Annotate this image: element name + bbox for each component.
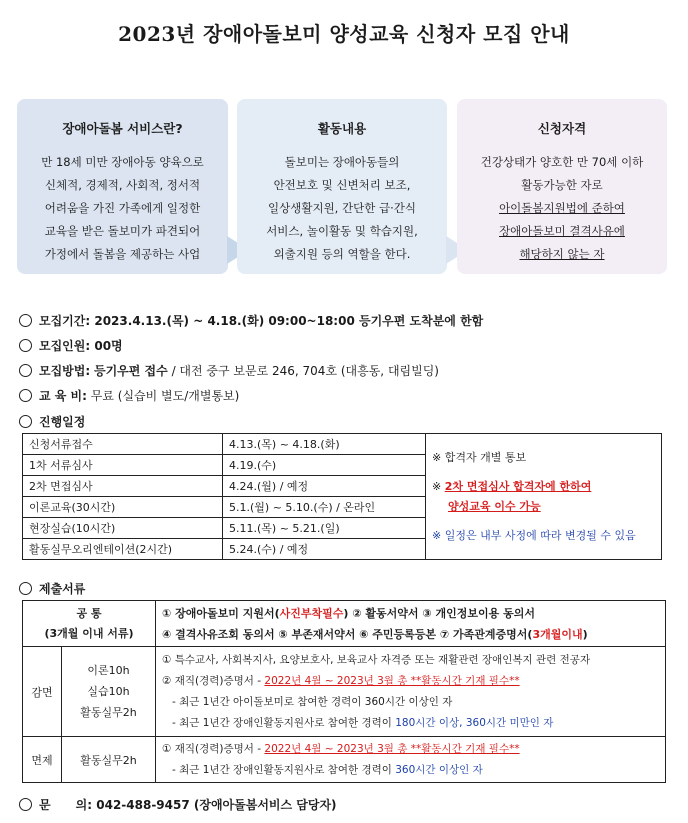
schedule-date: 5.24.(수) / 예정 <box>223 539 426 560</box>
schedule-name: 활동실무오리엔테이션(2시간) <box>23 539 223 560</box>
box-body <box>23 151 222 266</box>
schedule-name: 2차 면접심사 <box>23 476 223 497</box>
box-body <box>463 151 661 266</box>
doc-highlight: 180시간 이상, 360시간 미만인 자 <box>395 716 554 729</box>
reduce-hours: 실습10h <box>87 685 130 698</box>
box-line: 해당하지 않는 자 <box>519 247 605 261</box>
reduce-label: 감면 <box>23 647 62 737</box>
doc-line: - 최근 1년간 아이돌보미로 참여한 경력이 360시간 이상인 자 <box>172 695 453 708</box>
reduce-hours: 이론10h <box>87 664 130 677</box>
info-box-qualification <box>457 99 667 274</box>
circle-bullet-icon <box>19 389 32 402</box>
contact-row <box>19 796 337 813</box>
schedule-date: 4.13.(목) ~ 4.18.(화) <box>223 434 426 455</box>
circle-bullet-icon <box>19 339 32 352</box>
box-line: 교육을 받은 돌보미가 파견되어 <box>44 224 201 238</box>
period-label: 모집기간: <box>39 314 91 328</box>
contact-value: 042-488-9457 (장애아돌봄서비스 담당자) <box>96 798 337 812</box>
doc-line <box>162 624 665 645</box>
schedule-note: ※ 일정은 내부 사정에 따라 변경될 수 있음 <box>432 529 636 542</box>
contact-label: 문 의: <box>39 798 93 812</box>
doc-line <box>162 760 665 781</box>
schedule-name: 이론교육(30시간) <box>23 497 223 518</box>
docs-table <box>22 600 666 783</box>
box-line: 만 18세 미만 장애아동 양육으로 <box>41 155 204 169</box>
note-highlight: 2차 면접심사 합격자에 한하여 <box>444 480 592 493</box>
circle-bullet-icon <box>19 582 32 595</box>
method-value: 등기우편 접수 <box>94 364 168 378</box>
schedule-name: 현장실습(10시간) <box>23 518 223 539</box>
doc-line <box>162 739 665 760</box>
doc-text: ④ 결격사유조회 동의서 ⑤ 부존재서약서 ⑥ 주민등록등본 ⑦ 가족관계증명서( <box>162 627 533 641</box>
schedule-note <box>432 477 661 497</box>
schedule-date: 4.24.(월) / 예정 <box>223 476 426 497</box>
box-line: 일상생활지원, 간단한 급·간식 <box>268 201 416 215</box>
info-box-service <box>17 99 228 274</box>
count-value: 00명 <box>94 339 123 353</box>
fee-value: 무료 (실습비 별도/개별통보) <box>90 389 240 403</box>
exempt-docs-cell <box>156 737 666 783</box>
box-heading: 장애아돌봄 서비스란? <box>62 121 183 136</box>
schedule-table <box>22 433 662 560</box>
doc-text: ① 재직(경력)증명서 - <box>162 742 265 755</box>
box-line: 안전보호 및 신변처리 보조, <box>273 178 411 192</box>
schedule-notes <box>426 434 662 560</box>
fee-label: 교 육 비: <box>39 389 87 403</box>
doc-text: ) <box>582 627 588 641</box>
circle-bullet-icon <box>19 415 32 428</box>
period-value: 2023.4.13.(목) ~ 4.18.(화) 09:00~18:00 등기우편 도착분에 한함 <box>94 314 484 328</box>
common-docs-cell <box>156 601 666 647</box>
doc-text: ) ② 활동서약서 ③ 개인정보이용 동의서 <box>343 606 535 620</box>
doc-highlight: 3개월이내 <box>532 627 583 641</box>
count-row <box>19 337 123 354</box>
box-body <box>243 151 441 266</box>
exempt-hours: 활동실무2h <box>62 737 156 783</box>
table-row <box>23 601 666 647</box>
box-line: 외출지원 등의 역할을 한다. <box>273 247 411 261</box>
box-line: 아이돌봄지원법에 준하여 <box>499 201 625 215</box>
exempt-label: 면제 <box>23 737 62 783</box>
box-line: 돌보미는 장애아동들의 <box>284 155 400 169</box>
schedule-note: ※ 합격자 개별 통보 <box>432 451 527 464</box>
box-line: 신체적, 경제적, 사회적, 정서적 <box>44 178 201 192</box>
schedule-date: 5.1.(월) ~ 5.10.(수) / 온라인 <box>223 497 426 518</box>
table-row <box>23 434 662 455</box>
common-label: 공 통 <box>76 606 102 620</box>
method-address: / 대전 중구 보문로 246, 704호 (대흥동, 대림빌딩) <box>171 364 439 378</box>
page-title: 2023년 장애아돌보미 양성교육 신청자 모집 안내 <box>118 22 570 46</box>
box-line: 서비스, 놀이활동 및 학습지원, <box>266 224 418 238</box>
docs-heading <box>19 580 85 597</box>
schedule-label: 진행일정 <box>39 415 86 429</box>
note-highlight: 양성교육 이수 가능 <box>448 500 541 513</box>
schedule-heading <box>19 413 85 430</box>
schedule-date: 5.11.(목) ~ 5.21.(일) <box>223 518 426 539</box>
box-heading: 신청자격 <box>537 121 587 136</box>
box-line: 장애아돌보미 결격사유에 <box>499 224 625 238</box>
box-heading: 활동내용 <box>317 121 367 136</box>
count-label: 모집인원: <box>39 339 91 353</box>
fee-row <box>19 387 239 404</box>
circle-bullet-icon <box>19 798 32 811</box>
circle-bullet-icon <box>19 364 32 377</box>
doc-highlight: 2022년 4월 ~ 2023년 3월 총 **활동시간 기재 필수** <box>264 742 520 755</box>
schedule-date: 4.19.(수) <box>223 455 426 476</box>
box-line: 건강상태가 양호한 만 70세 이하 <box>480 155 644 169</box>
table-row <box>23 647 666 737</box>
box-line: 가정에서 돌봄을 제공하는 사업 <box>44 247 201 261</box>
reduce-docs-cell <box>156 647 666 737</box>
box-line: 활동가능한 자로 <box>521 178 603 192</box>
method-row <box>19 362 439 379</box>
common-label-sub: (3개월 이내 서류) <box>44 626 134 640</box>
circle-bullet-icon <box>19 314 32 327</box>
box-line: 어려움을 가진 가족에게 일정한 <box>44 201 201 215</box>
note-prefix: ※ <box>432 480 445 493</box>
method-label: 모집방법: <box>39 364 91 378</box>
doc-text: - 최근 1년간 장애인활동지원사로 참여한 경력이 <box>172 763 396 776</box>
doc-highlight: 2022년 4월 ~ 2023년 3월 총 **활동시간 기재 필수** <box>264 674 520 687</box>
info-box-activity <box>237 99 447 274</box>
table-row <box>23 737 666 783</box>
schedule-name: 신청서류접수 <box>23 434 223 455</box>
doc-line <box>162 671 665 692</box>
schedule-name: 1차 서류심사 <box>23 455 223 476</box>
reduce-hours-cell <box>62 647 156 737</box>
reduce-hours: 활동실무2h <box>80 706 137 719</box>
doc-line: ① 특수교사, 사회복지사, 요양보호사, 보육교사 자격증 또는 재활관련 장애인복지 관련 전공자 <box>162 653 591 666</box>
period-row <box>19 312 483 329</box>
docs-label: 제출서류 <box>39 582 86 596</box>
doc-text: ① 장애아돌보미 지원서( <box>162 606 280 620</box>
doc-text: - 최근 1년간 장애인활동지원사로 참여한 경력이 <box>172 716 396 729</box>
schedule-note <box>432 497 661 517</box>
doc-highlight: 사진부착필수 <box>279 606 344 620</box>
common-label-cell <box>23 601 156 647</box>
doc-line <box>162 713 665 734</box>
doc-highlight: 360시간 이상인 자 <box>395 763 483 776</box>
doc-line <box>162 603 665 624</box>
doc-text: ② 재직(경력)증명서 - <box>162 674 265 687</box>
